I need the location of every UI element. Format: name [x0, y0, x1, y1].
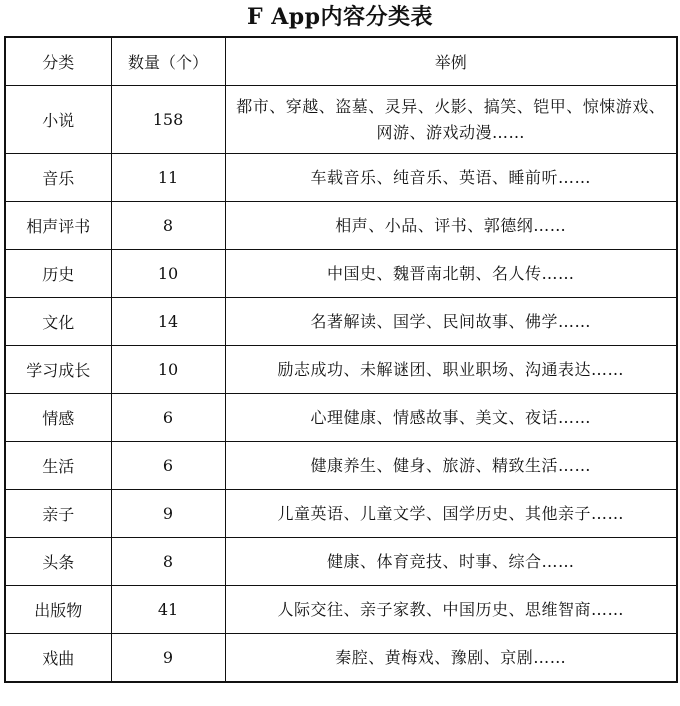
header-count: 数量（个） [111, 37, 225, 86]
table-row [5, 346, 677, 394]
header-row [5, 37, 677, 86]
table-row [5, 394, 677, 442]
category-cell: 历史 [5, 250, 111, 298]
examples-cell: 相声、小品、评书、郭德纲…… [225, 202, 677, 250]
count-cell: 6 [111, 394, 225, 442]
category-cell: 生活 [5, 442, 111, 490]
category-cell: 文化 [5, 298, 111, 346]
count-cell: 8 [111, 538, 225, 586]
examples-cell: 车载音乐、纯音乐、英语、睡前听…… [225, 154, 677, 202]
header-examples: 举例 [225, 37, 677, 86]
category-cell: 戏曲 [5, 634, 111, 683]
category-cell: 小说 [5, 86, 111, 154]
count-cell: 41 [111, 586, 225, 634]
table-row [5, 490, 677, 538]
count-cell: 9 [111, 490, 225, 538]
table-row [5, 250, 677, 298]
count-cell: 10 [111, 250, 225, 298]
table-row [5, 86, 677, 154]
category-cell: 出版物 [5, 586, 111, 634]
table-row [5, 442, 677, 490]
examples-cell: 健康养生、健身、旅游、精致生活…… [225, 442, 677, 490]
examples-cell: 心理健康、情感故事、美文、夜话…… [225, 394, 677, 442]
category-cell: 情感 [5, 394, 111, 442]
count-cell: 10 [111, 346, 225, 394]
table-row [5, 634, 677, 683]
examples-cell: 人际交往、亲子家教、中国历史、思维智商…… [225, 586, 677, 634]
count-cell: 6 [111, 442, 225, 490]
count-cell: 158 [111, 86, 225, 154]
table-row [5, 586, 677, 634]
count-cell: 8 [111, 202, 225, 250]
header-category: 分类 [5, 37, 111, 86]
examples-cell: 中国史、魏晋南北朝、名人传…… [225, 250, 677, 298]
category-cell: 头条 [5, 538, 111, 586]
examples-cell: 健康、体育竞技、时事、综合…… [225, 538, 677, 586]
category-cell: 音乐 [5, 154, 111, 202]
table-title: F App内容分类表 [246, 4, 434, 30]
table-row [5, 202, 677, 250]
examples-cell: 秦腔、黄梅戏、豫剧、京剧…… [225, 634, 677, 683]
count-cell: 9 [111, 634, 225, 683]
examples-cell: 儿童英语、儿童文学、国学历史、其他亲子…… [225, 490, 677, 538]
count-cell: 11 [111, 154, 225, 202]
category-cell: 学习成长 [5, 346, 111, 394]
examples-cell: 励志成功、未解谜团、职业职场、沟通表达…… [225, 346, 677, 394]
table-row [5, 298, 677, 346]
category-cell: 相声评书 [5, 202, 111, 250]
examples-cell: 名著解读、国学、民间故事、佛学…… [225, 298, 677, 346]
content-category-table [4, 36, 678, 683]
table-row [5, 538, 677, 586]
examples-cell: 都市、穿越、盗墓、灵异、火影、搞笑、铠甲、惊悚游戏、网游、游戏动漫…… [225, 86, 677, 154]
count-cell: 14 [111, 298, 225, 346]
category-cell: 亲子 [5, 490, 111, 538]
table-row [5, 154, 677, 202]
